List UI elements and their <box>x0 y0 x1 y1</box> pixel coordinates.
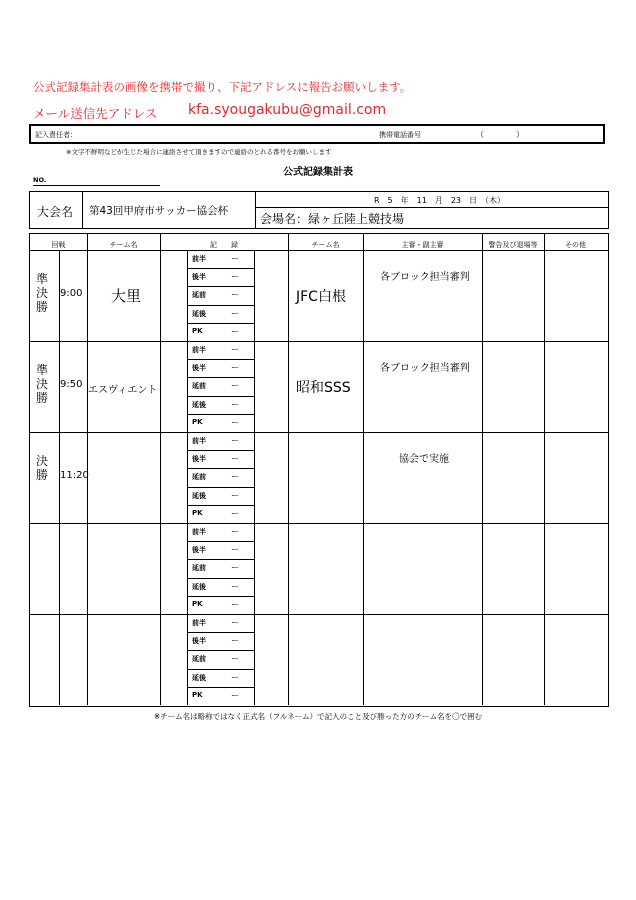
period-label: 延後 <box>192 673 206 682</box>
period-divider <box>187 650 254 651</box>
period-label: 後半 <box>192 637 206 646</box>
score-dash: ー <box>231 363 239 373</box>
period-divider <box>187 286 254 287</box>
period-label: 延前 <box>192 473 206 482</box>
period-divider <box>187 414 254 415</box>
score-dash: ー <box>231 454 239 464</box>
period-label: 前半 <box>192 437 206 445</box>
period-label: PK <box>192 599 203 608</box>
header-divider <box>30 250 608 251</box>
team2-name: 昭和SSS <box>296 380 351 396</box>
referee-name: 各ブロック担当審判 <box>380 272 470 283</box>
period-divider <box>187 377 254 378</box>
record-score-divider <box>254 250 255 705</box>
tournament-name-cell <box>83 192 256 228</box>
document-title: 公式記録集計表 <box>283 167 353 178</box>
match-divider <box>30 432 608 433</box>
match-time: 11:20 <box>60 470 89 481</box>
mail-label: メール送信先アドレス <box>33 106 158 121</box>
tournament-info-box <box>29 191 609 229</box>
period-divider <box>187 632 254 633</box>
period-label: 延後 <box>192 582 206 591</box>
header-other: その他 <box>565 241 586 249</box>
score-dash: ー <box>231 654 239 664</box>
venue-name: 会場名：緑ヶ丘陸上競技場 <box>260 212 405 226</box>
tournament-label-cell <box>30 192 83 228</box>
period-label: PK <box>192 326 203 335</box>
referee-name: 各ブロック担当審判 <box>380 363 470 374</box>
warning-text: ※文字不鮮明などが生じた場合に連絡させて頂きますので連絡のとれる番号をお願いします <box>66 148 332 156</box>
period-divider <box>187 359 254 360</box>
match-date: R 5 年 11 月 23 日 （木） <box>374 196 506 205</box>
score-dash: ー <box>231 381 239 391</box>
number-line <box>33 185 160 186</box>
mail-address: kfa.syougakubu@gmail.com <box>188 102 387 118</box>
reporter-box <box>29 124 605 144</box>
match-round: 決勝 <box>36 454 49 482</box>
score-dash: ー <box>231 508 239 518</box>
period-label: PK <box>192 417 203 426</box>
score-dash: ー <box>231 581 239 591</box>
period-label: 後半 <box>192 273 206 282</box>
period-label: 延前 <box>192 564 206 573</box>
tournament-label: 大会名 <box>37 205 74 219</box>
header-team1: チーム名 <box>109 241 138 249</box>
period-label: 延前 <box>192 655 206 664</box>
score-dash: ー <box>231 345 239 354</box>
team1-name: 大里 <box>111 287 142 305</box>
header-referee: 主審・副主審 <box>401 241 444 249</box>
match-round: 準決勝 <box>36 363 49 405</box>
column-divider <box>544 234 545 705</box>
period-label: 延後 <box>192 309 206 318</box>
match-time: 9:50 <box>60 379 83 390</box>
score-dash: ー <box>231 399 239 409</box>
period-divider <box>187 305 254 306</box>
score-dash: ー <box>231 254 239 263</box>
period-divider <box>187 669 254 670</box>
column-divider <box>363 234 364 705</box>
period-label: 前半 <box>192 528 206 536</box>
score-dash: ー <box>231 690 239 700</box>
period-divider <box>187 487 254 488</box>
score-dash: ー <box>231 490 239 500</box>
column-divider <box>288 234 289 705</box>
tournament-name: 第43回甲府市サッカー協会杯 <box>89 205 229 217</box>
period-divider <box>187 396 254 397</box>
score-dash: ー <box>231 527 239 536</box>
period-divider <box>187 596 254 597</box>
date-row <box>256 192 609 208</box>
match-divider <box>30 523 608 524</box>
period-divider <box>187 578 254 579</box>
period-label: 後半 <box>192 455 206 464</box>
score-dash: ー <box>231 308 239 318</box>
header-warnings: 警告及び退場等 <box>488 241 538 249</box>
header-record: 記 録 <box>210 241 238 249</box>
record-label-divider <box>187 250 188 705</box>
score-dash: ー <box>231 672 239 682</box>
match-round: 準決勝 <box>36 272 49 314</box>
match-divider <box>30 614 608 615</box>
score-dash: ー <box>231 290 239 300</box>
column-divider <box>482 234 483 705</box>
phone-label: 携帯電話番号 <box>379 131 421 139</box>
footnote: ※チーム名は略称ではなく正式名（フルネーム）で記入のこと及び勝った方のチーム名を〇で囲む <box>153 712 483 721</box>
period-divider <box>187 323 254 324</box>
header-round: 回戦 <box>51 241 66 249</box>
period-label: 延後 <box>192 491 206 500</box>
period-divider <box>187 505 254 506</box>
period-label: 後半 <box>192 364 206 373</box>
period-divider <box>187 687 254 688</box>
period-divider <box>187 559 254 560</box>
period-divider <box>187 268 254 269</box>
column-divider <box>160 234 161 705</box>
period-label: 前半 <box>192 346 206 354</box>
period-divider <box>187 541 254 542</box>
record-table <box>29 233 609 707</box>
score-dash: ー <box>231 636 239 646</box>
score-dash: ー <box>231 563 239 573</box>
period-label: 前半 <box>192 255 206 263</box>
phone-value: （ ） <box>476 130 524 139</box>
period-label: 後半 <box>192 546 206 555</box>
period-label: 延前 <box>192 291 206 300</box>
period-label: 延後 <box>192 400 206 409</box>
score-dash: ー <box>231 545 239 555</box>
reporter-label: 記入責任者： <box>35 131 77 139</box>
header-team2: チーム名 <box>311 241 340 249</box>
score-dash: ー <box>231 618 239 627</box>
period-divider <box>187 450 254 451</box>
score-dash: ー <box>231 417 239 427</box>
number-label: NO. <box>33 176 47 184</box>
match-divider <box>30 341 608 342</box>
notice-text: 公式記録集計表の画像を携帯で撮り、下記アドレスに報告お願いします。 <box>33 80 412 94</box>
period-label: PK <box>192 690 203 699</box>
period-divider <box>187 468 254 469</box>
period-label: 前半 <box>192 619 206 627</box>
referee-name: 協会で実施 <box>399 454 449 465</box>
period-label: PK <box>192 508 203 517</box>
score-dash: ー <box>231 599 239 609</box>
score-dash: ー <box>231 272 239 282</box>
score-dash: ー <box>231 436 239 445</box>
team2-name: JFC白根 <box>296 289 346 305</box>
score-dash: ー <box>231 326 239 336</box>
period-label: 延前 <box>192 382 206 391</box>
match-time: 9:00 <box>60 288 83 299</box>
score-dash: ー <box>231 472 239 482</box>
team1-name: エスヴィエント <box>88 385 158 396</box>
